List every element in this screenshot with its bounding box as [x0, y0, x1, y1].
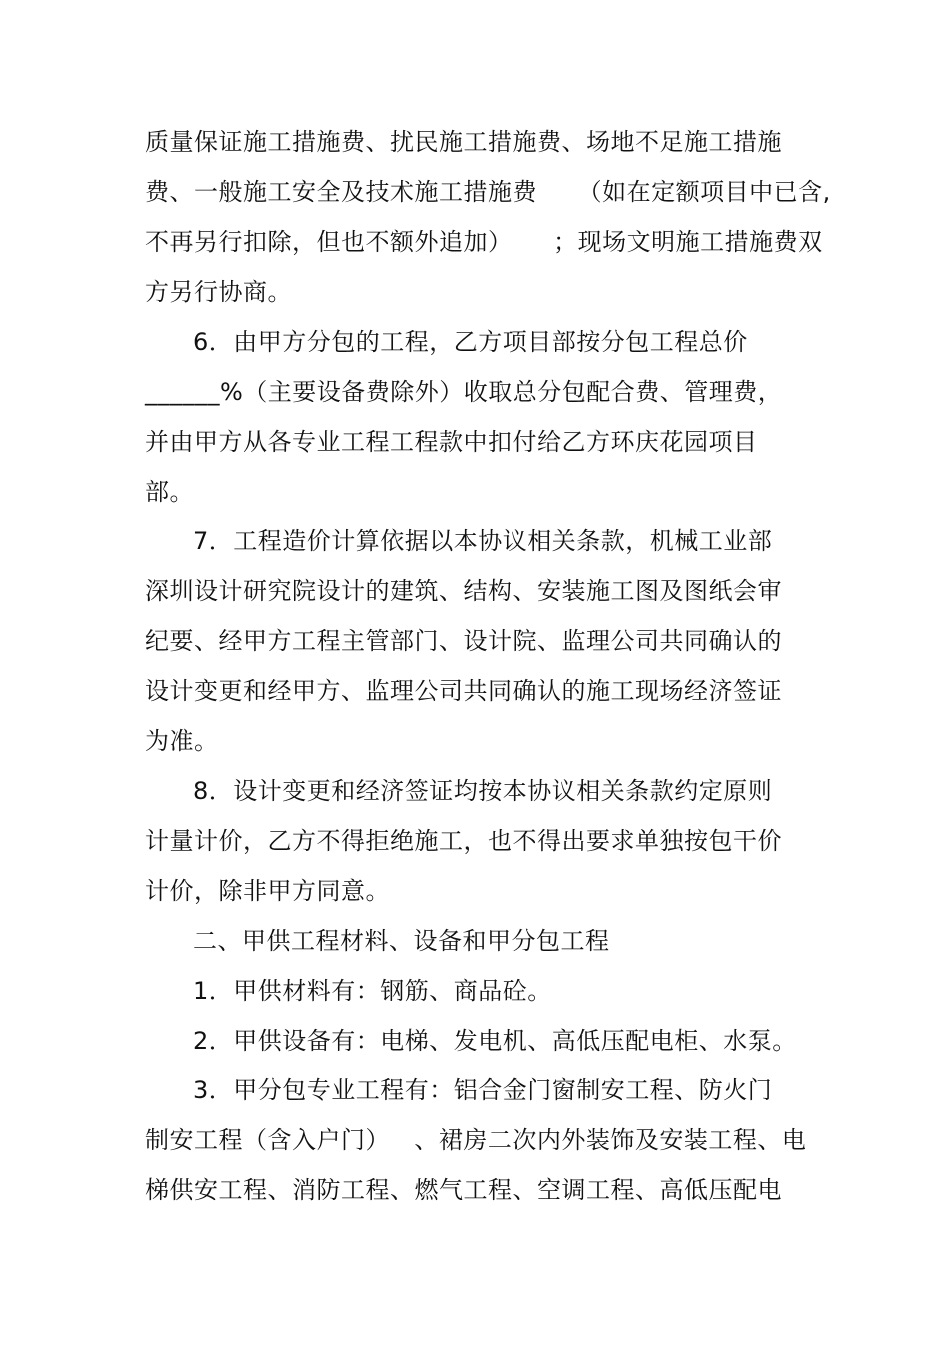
- list-item: 1．甲供材料有：钢筋、商品砼。: [193, 977, 552, 1005]
- paragraph-7-start: 7．工程造价计算依据以本协议相关条款，机械工业部: [193, 527, 773, 555]
- text-line: 费、一般施工安全及技术施工措施费 （如在定额项目中已含,: [145, 178, 831, 206]
- text-line: 梯供安工程、消防工程、燃气工程、空调工程、高低压配电: [145, 1176, 782, 1204]
- text-line: 不再另行扣除，但也不额外追加） ；现场文明施工措施费双: [145, 228, 823, 256]
- paragraph-8-start: 8．设计变更和经济签证均按本协议相关条款约定原则: [193, 777, 773, 805]
- text-line: 计价，除非甲方同意。: [145, 877, 390, 905]
- text-line: 部。: [145, 478, 194, 506]
- list-item: 2．甲供设备有：电梯、发电机、高低压配电柜、水泵。: [193, 1027, 797, 1055]
- paragraph-6-start: 6．由甲方分包的工程，乙方项目部按分包工程总价: [193, 328, 748, 356]
- list-item: 3．甲分包专业工程有：铝合金门窗制安工程、防火门: [193, 1076, 773, 1104]
- text-line: 为准。: [145, 727, 219, 755]
- text-line: 计量计价，乙方不得拒绝施工，也不得出要求单独按包干价: [145, 827, 782, 855]
- text-line: 纪要、经甲方工程主管部门、设计院、监理公司共同确认的: [145, 627, 782, 655]
- section-heading: 二、甲供工程材料、设备和甲分包工程: [193, 927, 610, 955]
- text-line: 并由甲方从各专业工程工程款中扣付给乙方环庆花园项目: [145, 428, 758, 456]
- text-line: 设计变更和经甲方、监理公司共同确认的施工现场经济签证: [145, 677, 782, 705]
- text-line: 质量保证施工措施费、扰民施工措施费、场地不足施工措施: [145, 128, 782, 156]
- text-line: 制安工程（含入户门） 、裙房二次内外装饰及安装工程、电: [145, 1126, 807, 1154]
- text-line: 方另行协商。: [145, 278, 292, 306]
- text-line: 深圳设计研究院设计的建筑、结构、安装施工图及图纸会审: [145, 577, 782, 605]
- text-line: ______%（主要设备费除外）收取总分包配合费、管理费，: [145, 378, 783, 406]
